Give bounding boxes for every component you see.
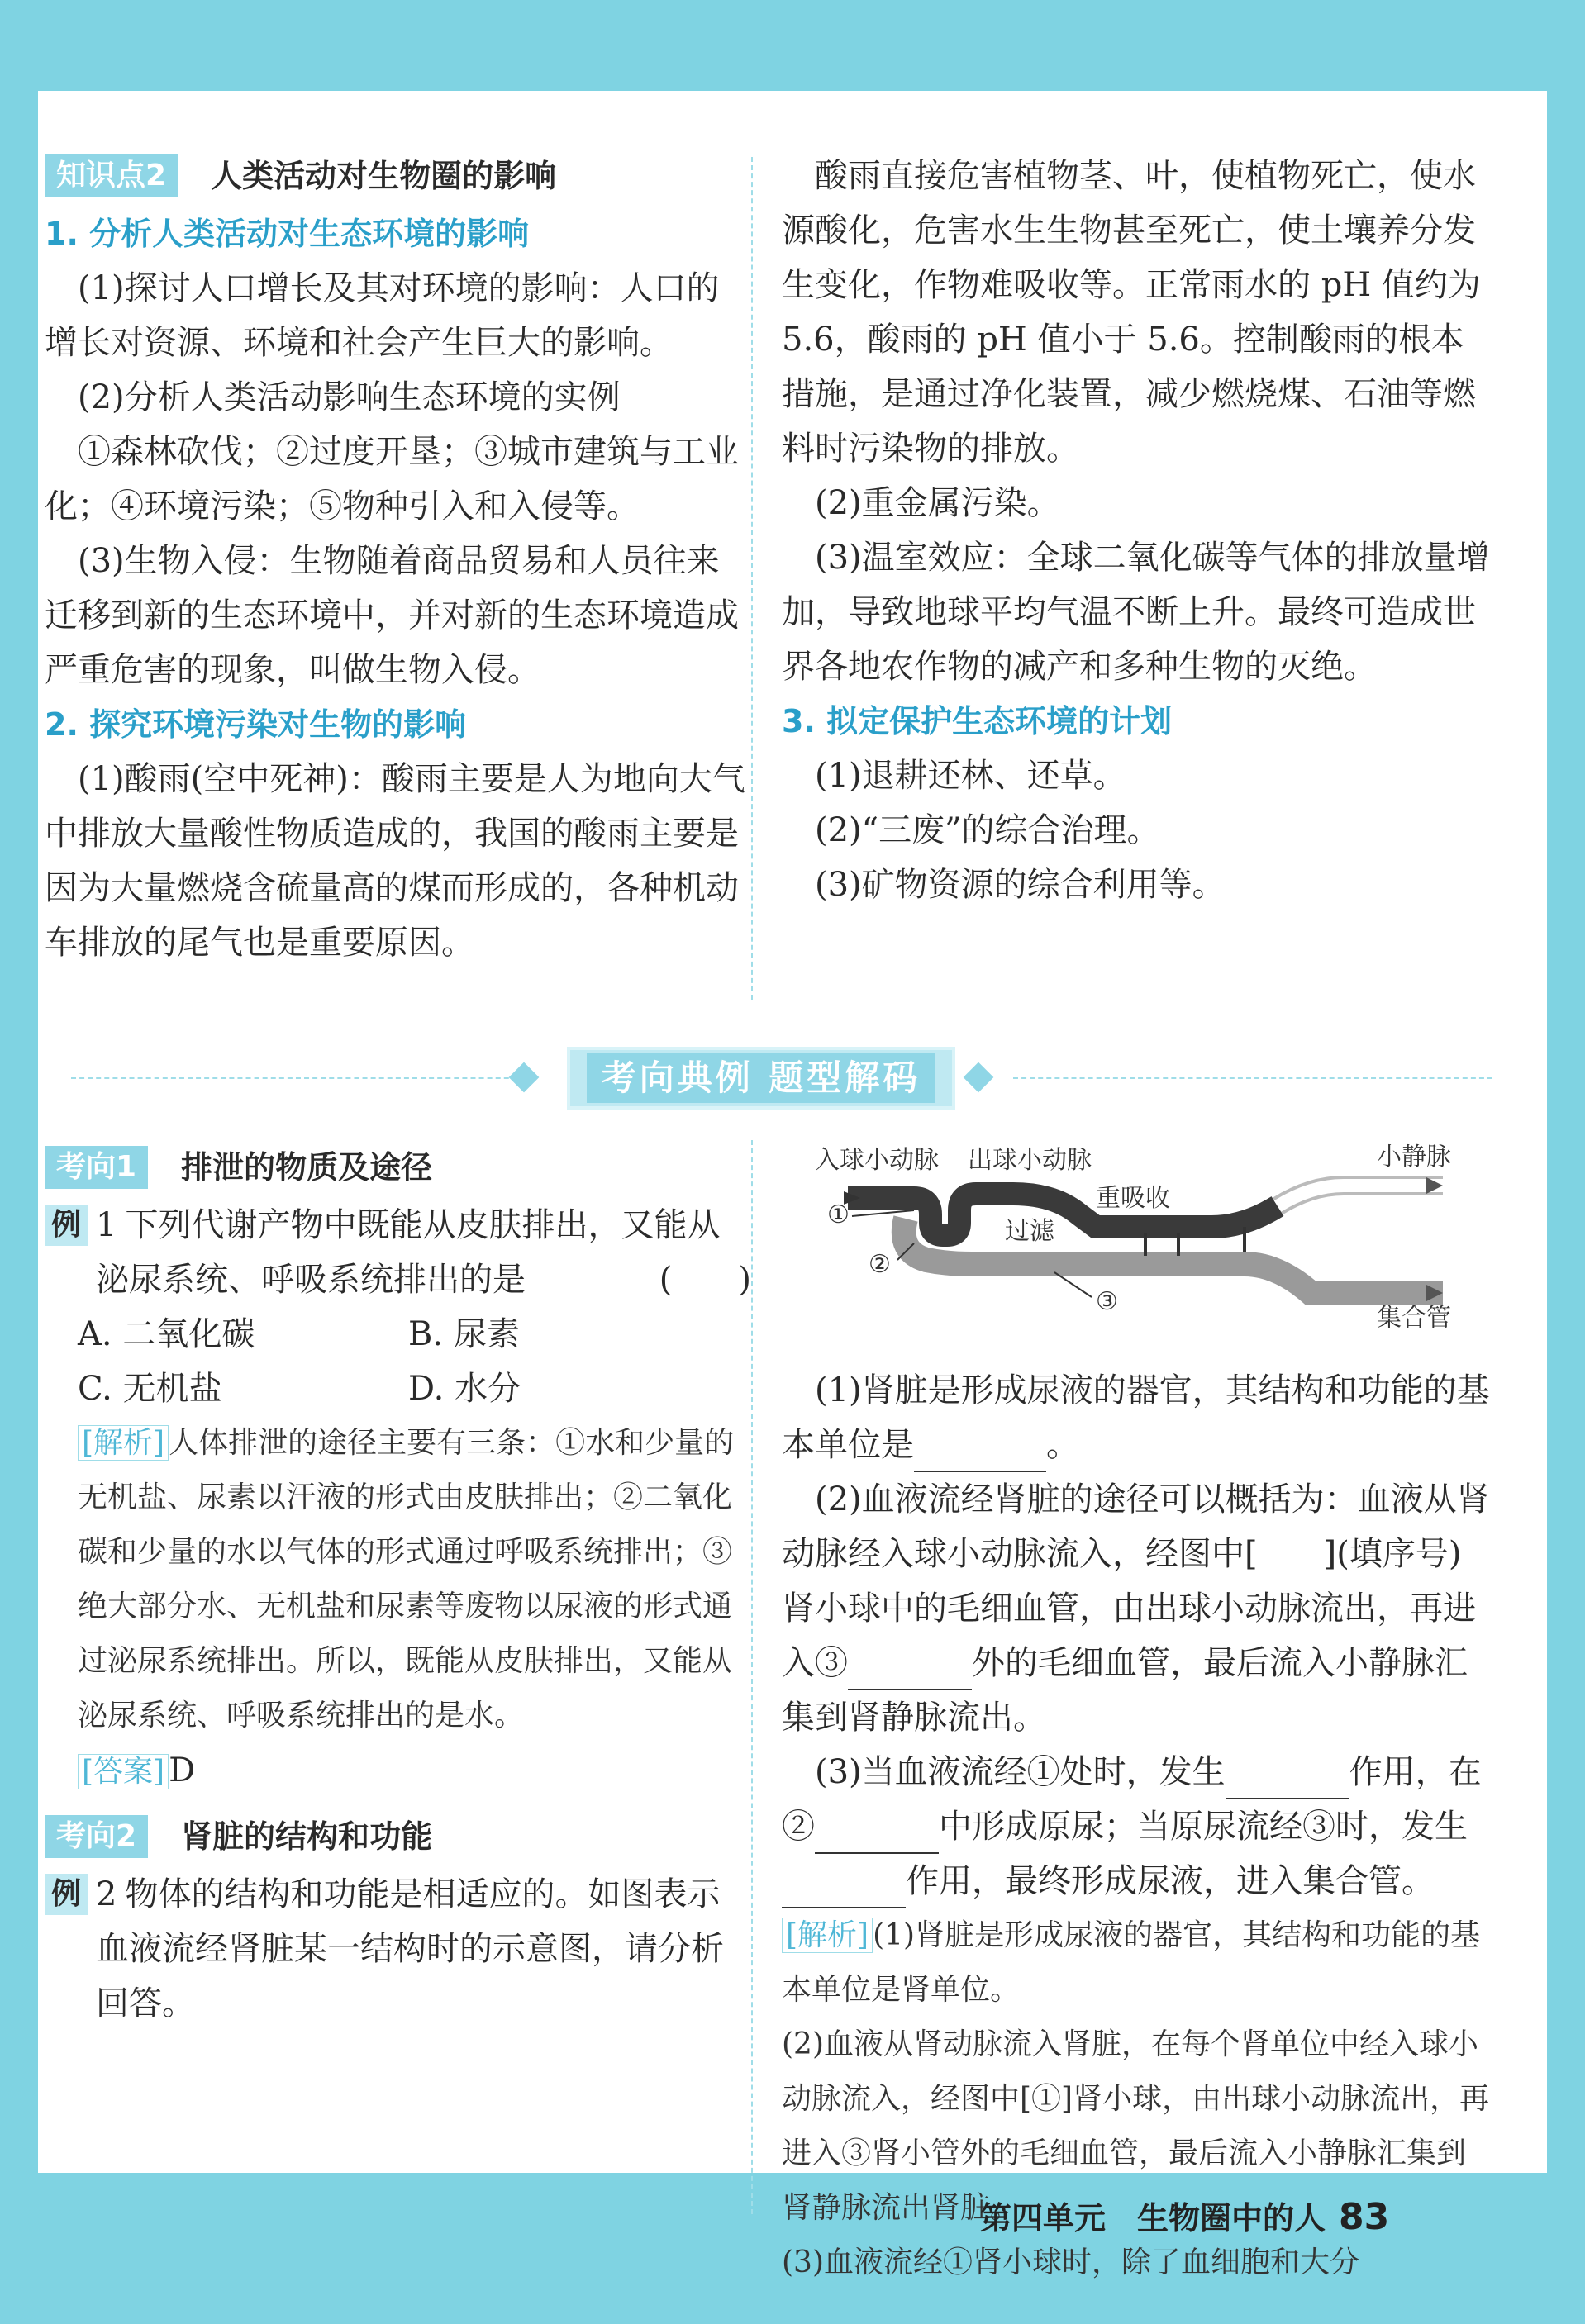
- example-number: 1: [96, 1206, 117, 1244]
- page-footer: [980, 2193, 1389, 2238]
- footer-unit: 第四单元 生物圈中的人: [980, 2200, 1326, 2236]
- analysis-text-2: (2)血液从肾动脉流入肾脏，在每个肾单位中经入球小动脉流入，经图中[①]肾小球，由出球小动脉流出，再进入③肾小管外的毛细血管，最后流入小静脉汇集到肾静脉流出肾脏。: [782, 2027, 1490, 2225]
- label-number-1: ①: [827, 1200, 850, 1229]
- question-2: [782, 1472, 1492, 1745]
- q2-text-a: (2)血液流经肾脏的途径可以概括为：血液从肾动脉经入球小动脉流入，经图中[: [782, 1480, 1490, 1573]
- question-text: 物体的结构和功能是相适应的。如图表示血液流经肾脏某一结构时的示意图，请分析回答。: [96, 1875, 725, 2022]
- left-column-upper: [45, 149, 751, 970]
- choice-d: D. 水分: [408, 1370, 521, 1408]
- diamond-icon: [509, 1062, 540, 1093]
- topic-2-header: [45, 1809, 751, 1864]
- label-efferent: 出球小动脉: [968, 1146, 1092, 1175]
- paragraph: (1)酸雨(空中死神)：酸雨主要是人为地向大气中排放大量酸性物质造成的，我国的酸雨主要是因为大量燃烧含硫量高的煤而形成的，各种机动车排放的尾气也是重要原因。: [45, 760, 745, 962]
- analysis-tag: [解析]: [78, 1425, 169, 1461]
- question-3: [782, 1745, 1492, 1908]
- q2-text-c: 外的毛细血管，最后流入小静脉汇集到肾静脉流出。: [782, 1644, 1468, 1737]
- example-question: [96, 1867, 751, 2031]
- banner-line: [71, 1077, 534, 1079]
- q3-text-d: 作用，最终形成尿液，进入集合管。: [906, 1862, 1435, 1900]
- q2-blank: [848, 1654, 972, 1690]
- page-number: 83: [1339, 2196, 1390, 2238]
- column-divider: [751, 157, 753, 1000]
- page-frame: [30, 30, 1555, 2293]
- choice-a: A. 二氧化碳: [78, 1315, 255, 1353]
- q1-text: (1)肾脏是形成尿液的器官，其结构和功能的基本单位是: [782, 1371, 1490, 1464]
- answer-paren: ( ): [659, 1261, 751, 1299]
- choice-b: B. 尿素: [408, 1315, 520, 1353]
- choice-row: [45, 1362, 751, 1416]
- q1-end: 。: [1046, 1426, 1079, 1464]
- q3-text-b: 作用，在②: [782, 1753, 1482, 1846]
- knowledge-point-title: 人类活动对生物圈的影响: [211, 158, 557, 194]
- paragraph: ①森林砍伐；②过度开垦；③城市建筑与工业化；④环境污染；⑤物种引入和入侵等。: [45, 433, 739, 525]
- topic-tag: 考向1: [45, 1146, 148, 1189]
- subheading-1: 1. 分析人类活动对生态环境的影响: [45, 216, 530, 252]
- paragraph: (2)分析人类活动影响生态环境的实例: [78, 378, 621, 416]
- paragraph: (2)重金属污染。: [815, 484, 1060, 522]
- subheading-3: 3. 拟定保护生态环境的计划: [782, 703, 1173, 739]
- nephron-diagram: [782, 1140, 1492, 1330]
- example-tag: 例: [45, 1874, 88, 1915]
- q3-blank-3: [782, 1872, 906, 1908]
- label-filter: 过滤: [1005, 1217, 1054, 1246]
- topic-title: 排泄的物质及途径: [181, 1149, 433, 1186]
- paragraph: (1)退耕还林、还草。: [815, 757, 1126, 795]
- q1-blank: [914, 1436, 1046, 1472]
- analysis-tag: [解析]: [782, 1918, 873, 1953]
- q2-text-b: ](填序号)肾小球中的毛细血管，由出球小动脉流出，再进入③: [782, 1535, 1476, 1682]
- label-small-vein: 小静脉: [1377, 1143, 1451, 1172]
- analysis-text: 人体排泄的途径主要有三条：①水和少量的无机盐、尿素以汗液的形式由皮肤排出；②二氧化碳和少量的水以气体的形式通过呼吸系统排出；③绝大部分水、无机盐和尿素等废物以尿液的形式通过泌尿系统排出。所以，既能从皮肤排出，又能从泌尿系统、呼吸系统排出的是水。: [78, 1426, 735, 1732]
- q3-text-c: 中形成原尿；当原尿流经③时，发生: [939, 1808, 1468, 1846]
- paragraph: (3)矿物资源的综合利用等。: [815, 866, 1226, 904]
- left-column-lower: [45, 1140, 751, 2031]
- choice-row: [45, 1307, 751, 1362]
- paragraph: (3)生物入侵：生物随着商品贸易和人员往来迁移到新的生态环境中，并对新的生态环境造成严重危害的现象，叫做生物入侵。: [45, 542, 739, 689]
- label-number-3: ③: [1096, 1287, 1118, 1316]
- analysis: [45, 1416, 751, 1743]
- answer-value: D: [169, 1751, 196, 1789]
- analysis-text-1: (1)肾脏是形成尿液的器官，其结构和功能的基本单位是肾单位。: [782, 1918, 1481, 2007]
- label-reabsorb: 重吸收: [1096, 1184, 1170, 1213]
- banner-line: [1013, 1077, 1492, 1079]
- banner-title: 考向典例 题型解码: [587, 1053, 936, 1103]
- paragraph: (1)探讨人口增长及其对环境的影响：人口的增长对资源、环境和社会产生巨大的影响。: [45, 269, 720, 362]
- choice-c: C. 无机盐: [78, 1370, 222, 1408]
- topic-1-header: [45, 1140, 751, 1195]
- example-2: [45, 1867, 751, 2031]
- topic-title: 肾脏的结构和功能: [181, 1818, 433, 1855]
- right-column-upper: [782, 149, 1492, 912]
- question-1: [782, 1363, 1492, 1472]
- analysis-2: [782, 1908, 1492, 2017]
- label-collecting-duct: 集合管: [1377, 1304, 1451, 1330]
- answer: [45, 1743, 751, 1799]
- knowledge-point-header: [45, 149, 751, 203]
- paragraph: (2)“三废”的综合治理。: [815, 811, 1160, 849]
- question-text: 下列代谢产物中既能从皮肤排出，又能从泌尿系统、呼吸系统排出的是: [96, 1206, 721, 1299]
- example-question: [96, 1198, 751, 1307]
- subheading-2: 2. 探究环境污染对生物的影响: [45, 706, 467, 743]
- leader-line: [852, 1210, 914, 1216]
- paragraph: (3)温室效应：全球二氧化碳等气体的排放量增加，导致地球平均气温不断上升。最终可造成世界各地农作物的减产和多种生物的灭绝。: [782, 539, 1490, 686]
- label-afferent: 入球小动脉: [815, 1146, 939, 1175]
- example-1: [45, 1198, 751, 1307]
- label-number-2: ②: [869, 1250, 891, 1279]
- knowledge-point-tag: 知识点2: [45, 154, 178, 197]
- section-banner: [38, 1037, 1547, 1119]
- right-column-lower: [782, 1140, 1492, 2290]
- diamond-icon: [964, 1062, 994, 1093]
- q3-blank-2: [815, 1818, 939, 1854]
- column-divider: [751, 1140, 753, 2214]
- paragraph: 酸雨直接危害植物茎、叶，使植物死亡，使水源酸化，危害水生生物甚至死亡，使土壤养分发生变化，作物难吸收等。正常雨水的 pH 值约为 5.6，酸雨的 pH 值小于 5.6。控制酸雨的根本措施，是通过净化装置，减少燃烧煤、石油等燃料时污染物的排放。: [782, 157, 1481, 468]
- q3-text-a: (3)当血液流经①处时，发生: [815, 1753, 1226, 1791]
- example-number: 2: [96, 1875, 117, 1913]
- analysis-text-3: (3)血液流经①肾小球时，除了血细胞和大分: [782, 2246, 1359, 2279]
- answer-tag: [答案]: [78, 1754, 169, 1789]
- example-tag: 例: [45, 1205, 88, 1246]
- topic-tag: 考向2: [45, 1815, 148, 1858]
- q3-blank-1: [1226, 1763, 1349, 1799]
- banner-box: [567, 1047, 955, 1110]
